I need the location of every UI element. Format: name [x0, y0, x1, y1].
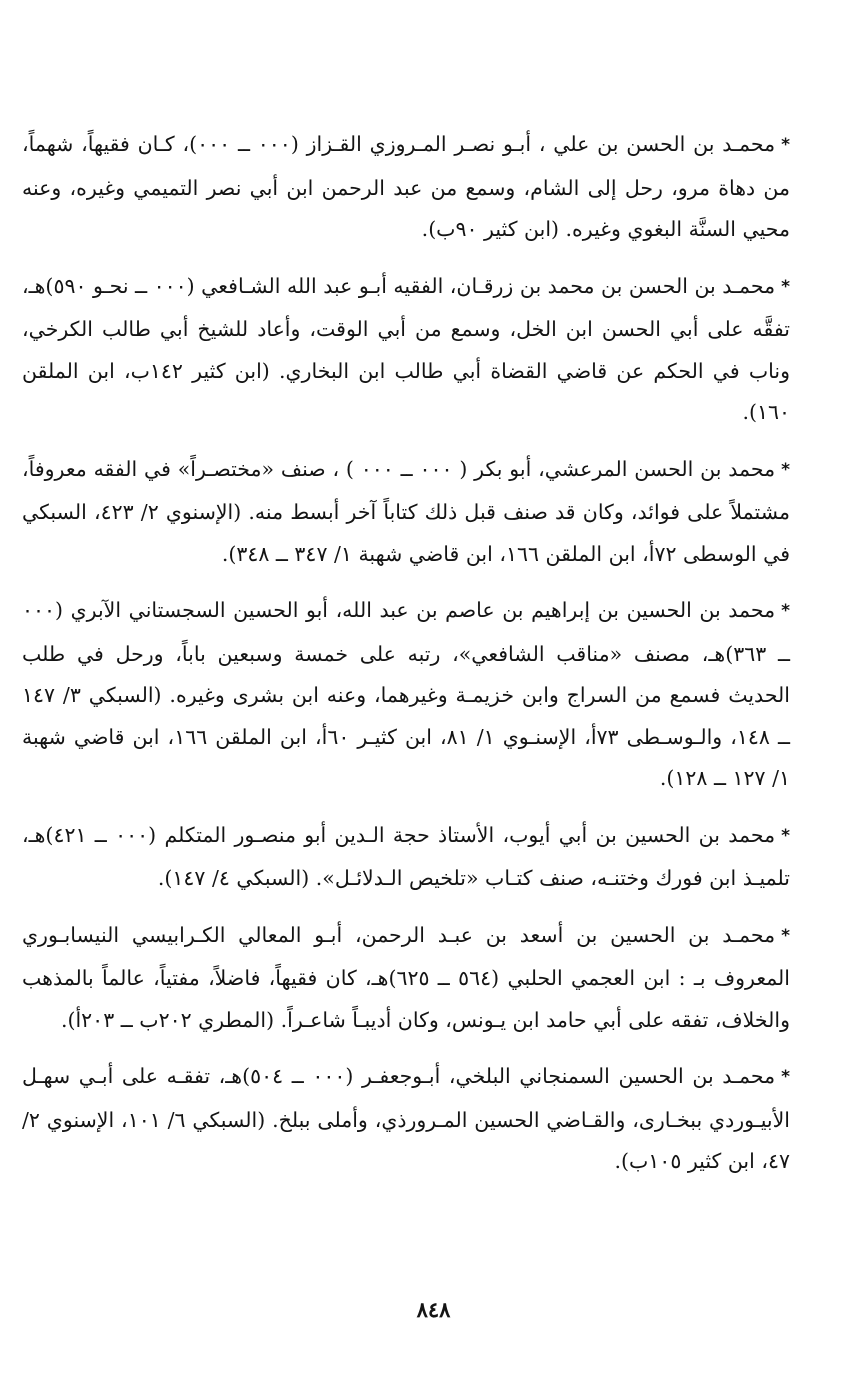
- biography-entry: [22, 449, 790, 576]
- entry-text: محمـد بن الحسين بن أسعد بن عبـد الرحمن، أبـو المعالي الكـرابيسي النيسابـوري المعروف بـ : ابن العجمي الحلبي (٥٦٤ ــ ٦٢٥)هـ، كان فقيهاً، فاضلاً، مفتياً، عالماً بالمذهب والخلاف، تفقه على أبي حامد ابن يـونس، وكان أديبـاً شاعـراً. (المطري ٢٠٢ب ــ ٢٠٣أ).: [22, 922, 791, 1032]
- asterisk-bullet: *: [781, 925, 790, 946]
- asterisk-bullet: *: [781, 276, 790, 297]
- asterisk-bullet: *: [781, 601, 790, 621]
- biography-entry: [22, 124, 790, 251]
- entry-text: محمد بن الحسين بن أبي أيوب، الأستاذ حجة الـدين أبو منصـور المتكلم (٠٠٠ ــ ٤٢١)هـ، تلميـذ ابن فورك وختنـه، صنف كتـاب «تلخيص الـدلائـل». (السبكي ٤/ ١٤٧).: [22, 822, 790, 890]
- entry-text: محمـد بن الحسن بن علي ، أبـو نصـر المـروزي القـزاز (٠٠٠ ــ ٠٠٠)، كـان فقيهاً، شهماً، من دهاة مرو، رحل إلى الشام، وسمع من عبد الرحمن ابن أبي نصر التميمي وغيره، وعنه محيي السنَّة البغوي وغيره. (ابن كثير ٩٠ب).: [22, 132, 790, 241]
- entry-text: محمـد بن الحسين السمنجاني البلخي، أبـوجعفـر (٠٠٠ ــ ٥٠٤)هـ، تفقـه على أبـي سهـل الأبيـوردي ببخـارى، والقـاضي الحسين المـرورذي، وأملى ببلخ. (السبكي ٦/ ١٠١، الإسنوي ٢/ ٤٧، ابن كثير ١٠٥ب).: [22, 1064, 790, 1173]
- page-number: ٨٤٨: [416, 1297, 451, 1322]
- asterisk-bullet: *: [781, 459, 790, 480]
- asterisk-bullet: *: [781, 1067, 790, 1087]
- asterisk-bullet: *: [781, 135, 790, 155]
- entry-text: محمد بن الحسن المرعشي، أبو بكر ( ٠٠٠ ــ ٠٠٠ ) ، صنف «مختصـراً» في الفقه معروفاً، مشتملاً على فوائد، وكان قد صنف قبل ذلك كتاباً آخر أبسط منه. (الإسنوي ٢/ ٤٢٣، السبكي في الوسطى ٧٢أ، ابن الملقن ١٦٦، ابن قاضي شهبة ١/ ٣٤٧ ــ ٣٤٨).: [22, 456, 790, 566]
- biography-entry: [22, 266, 790, 434]
- biography-entry: [22, 815, 790, 900]
- page-body: [22, 124, 790, 1198]
- biography-entry: [22, 590, 790, 800]
- biography-entry: [22, 1056, 790, 1183]
- asterisk-bullet: *: [781, 825, 790, 846]
- entry-text: محمد بن الحسين بن إبراهيم بن عاصم بن عبد الله، أبو الحسين السجستاني الآبري (٠٠٠ ــ ٣٦٣)هـ، مصنف «مناقب الشافعي»، رتبه على خمسة وسبعين باباً، ورحل في طلب الحديث فسمع من السراج وابن خزيمـة وغيرهما، وعنه ابن بشرى وغيره. (السبكي ٣/ ١٤٧ ــ ١٤٨، والـوسـطى ٧٣أ، الإسنـوي ١/ ٨١، ابن كثيـر ٦٠أ، ابن الملقن ١٦٦، ابن قاضي شهبة ١/ ١٢٧ ــ ١٢٨).: [22, 598, 790, 790]
- biography-entry: [22, 915, 790, 1042]
- entry-text: محمـد بن الحسن بن محمد بن زرقـان، الفقيه أبـو عبد الله الشـافعي (٠٠٠ ــ نحـو ٥٩٠)هـ، تفقَّه على أبي الحسن ابن الخل، وسمع من أبي الوقت، وأعاد للشيخ أبي طالب الكرخي، وناب في الحكم عن قاضي القضاة أبي طالب ابن البخاري. (ابن كثير ١٤٢ب، ابن الملقن ١٦٠).: [22, 273, 790, 424]
